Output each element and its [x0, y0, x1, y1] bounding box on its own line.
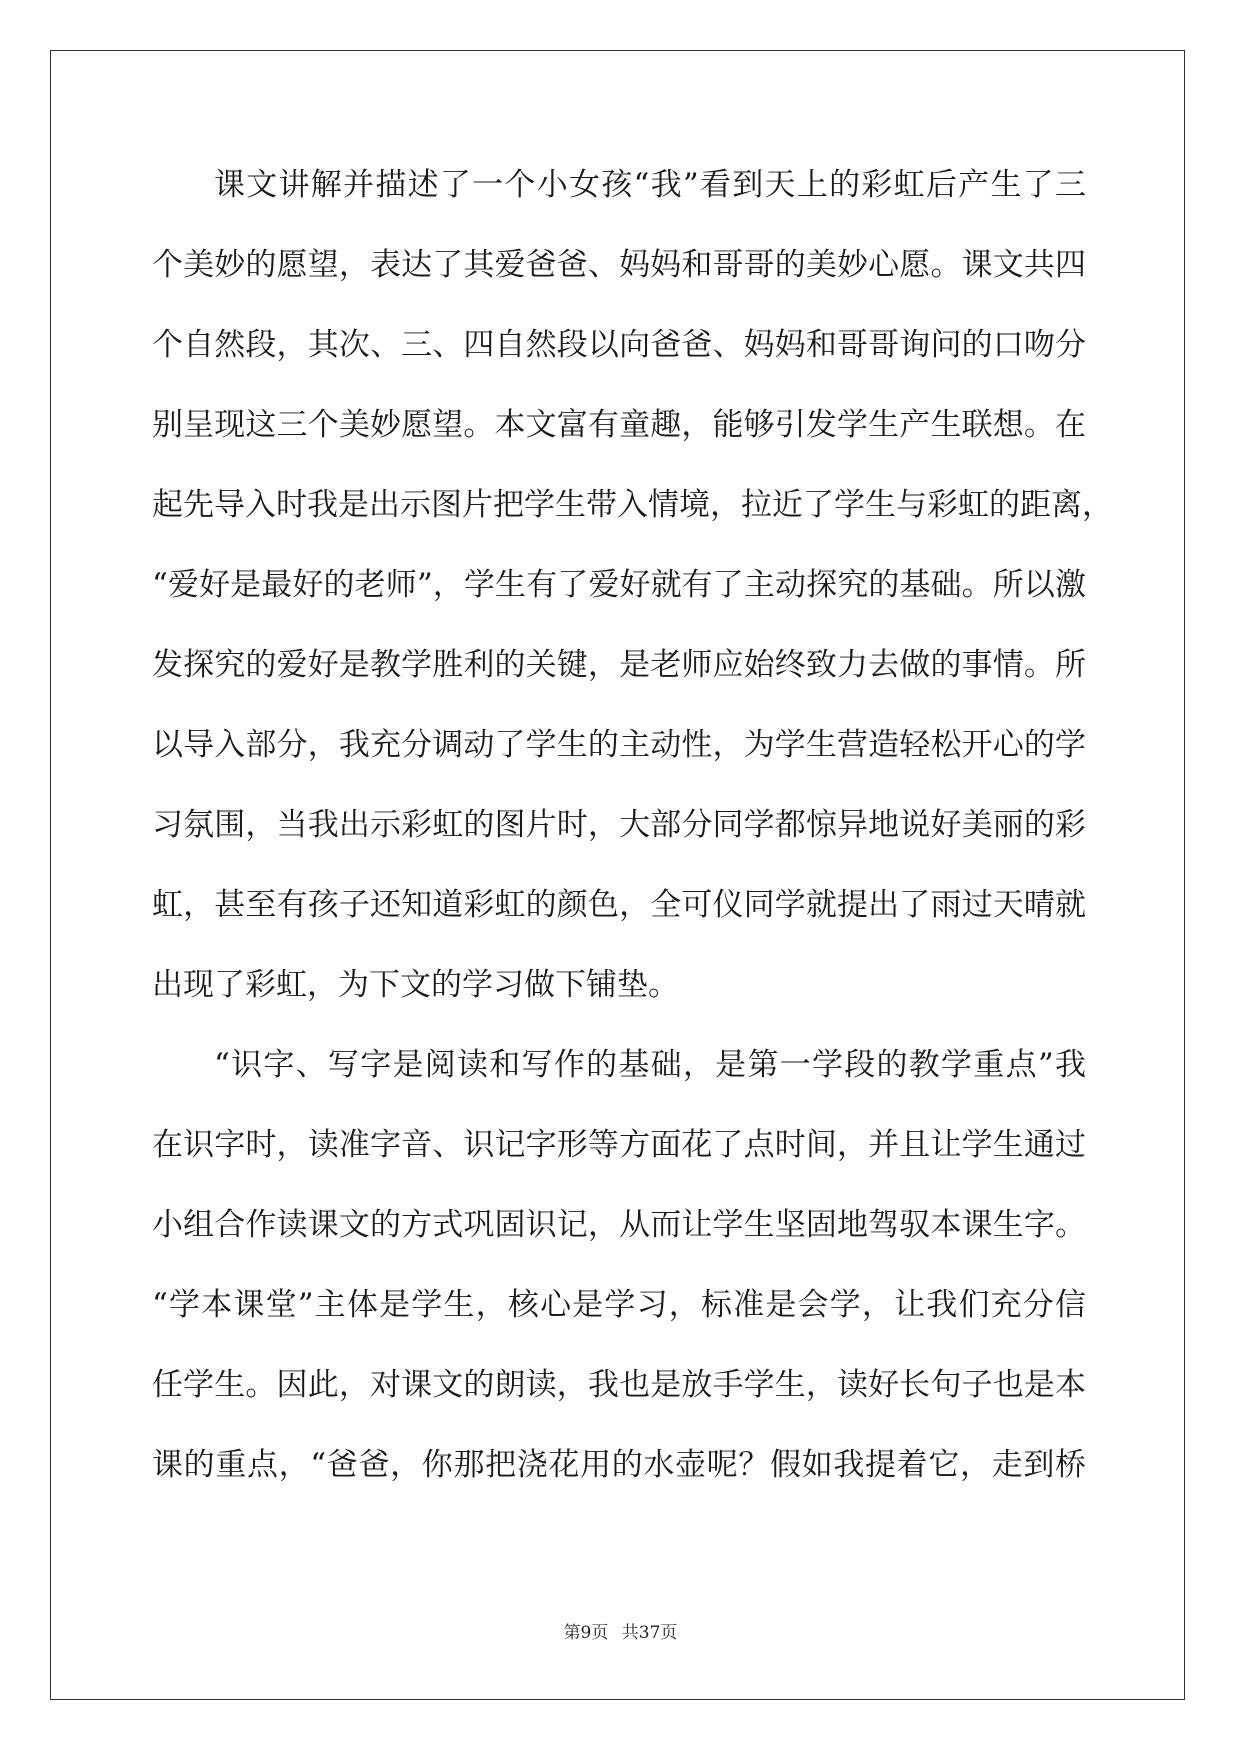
paragraph-1-line-4: 别呈现这三个美妙愿望。本文富有童趣，能够引发学生产生联想。在: [152, 407, 1086, 443]
paragraph-2-line-5: 任学生。因此，对课文的朗读，我也是放手学生，读好长句子也是本: [152, 1367, 1086, 1403]
paragraph-1-line-6: “爱好是最好的老师”，学生有了爱好就有了主动探究的基础。所以激: [152, 567, 1086, 603]
page-number-total: 共37页: [621, 1623, 678, 1643]
paragraph-1-line-10: 虹，甚至有孩子还知道彩虹的颜色，全可仪同学就提出了雨过天晴就: [152, 887, 1086, 923]
paragraph-1-line-7: 发探究的爱好是教学胜利的关键，是老师应始终致力去做的事情。所: [152, 647, 1086, 683]
document-body: [152, 154, 1113, 1514]
page-number-current: 第9页: [563, 1623, 609, 1643]
paragraph-1-line-11: 出现了彩虹，为下文的学习做下铺垫。: [152, 967, 679, 1003]
paragraph-2-line-4: “学本课堂”主体是学生，核心是学习，标准是会学，让我们充分信: [152, 1287, 1086, 1323]
page-footer: [0, 1618, 1241, 1643]
paragraph-1-line-2: 个美妙的愿望，表达了其爱爸爸、妈妈和哥哥的美妙心愿。课文共四: [152, 247, 1086, 283]
paragraph-2-line-2: 在识字时，读准字音、识记字形等方面花了点时间，并且让学生通过: [152, 1127, 1086, 1163]
paragraph-1-line-3: 个自然段，其次、三、四自然段以向爸爸、妈妈和哥哥询问的口吻分: [152, 327, 1086, 363]
paragraph-1-line-5: 起先导入时我是出示图片把学生带入情境，拉近了学生与彩虹的距离，: [152, 487, 1113, 523]
paragraph-2-line-3: 小组合作读课文的方式巩固识记，从而让学生坚固地驾驭本课生字。: [152, 1207, 1086, 1243]
paragraph-1-line-1: 课文讲解并描述了一个小女孩“我”看到天上的彩虹后产生了三: [214, 167, 1086, 203]
paragraph-2-line-6: 课的重点，“爸爸，你那把浇花用的水壶呢？假如我提着它，走到桥: [152, 1447, 1086, 1483]
paragraph-2-line-1: “识字、写字是阅读和写作的基础，是第一学段的教学重点”我: [214, 1047, 1086, 1083]
paragraph-1-line-8: 以导入部分，我充分调动了学生的主动性，为学生营造轻松开心的学: [152, 727, 1086, 763]
paragraph-1-line-9: 习氛围，当我出示彩虹的图片时，大部分同学都惊异地说好美丽的彩: [152, 807, 1086, 843]
